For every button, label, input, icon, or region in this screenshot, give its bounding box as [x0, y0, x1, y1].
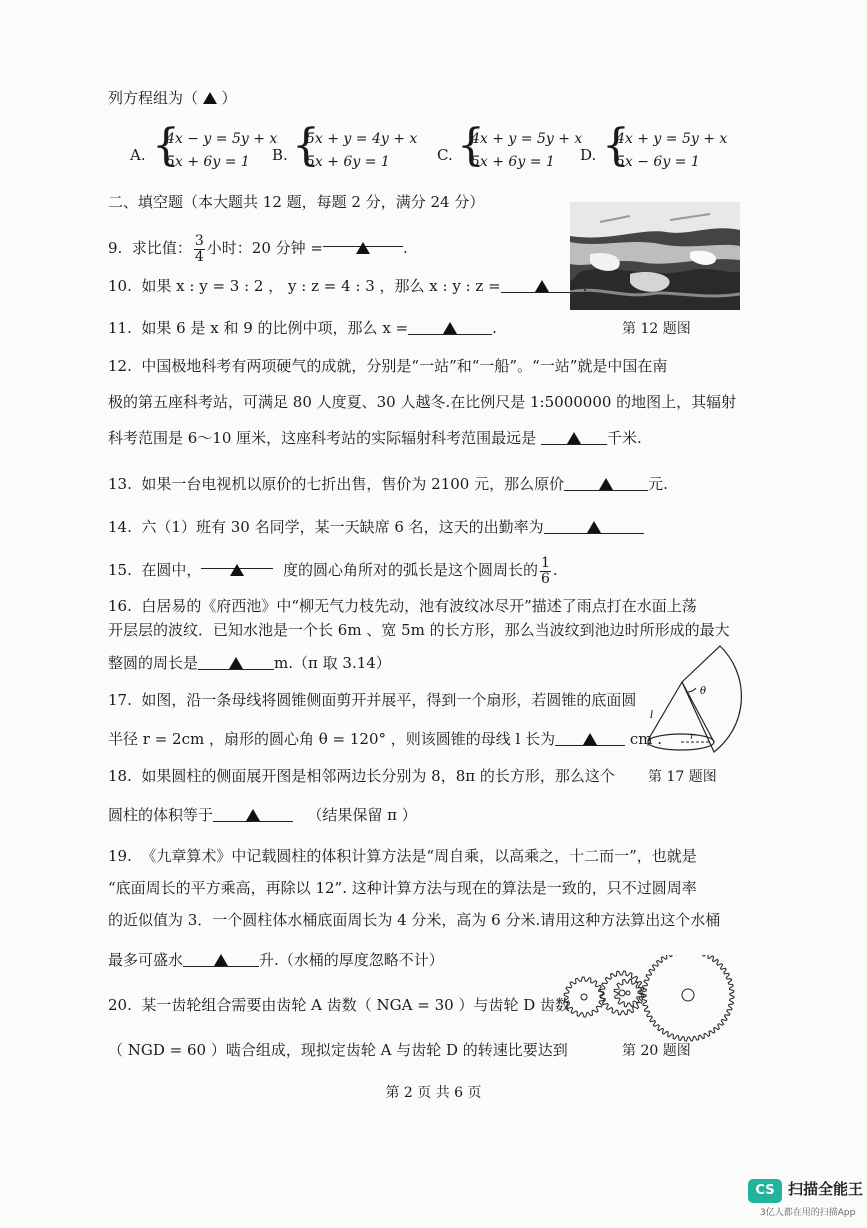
gear-a	[564, 977, 604, 1017]
answer-triangle-icon	[229, 657, 243, 669]
fig17-l-label: l	[650, 710, 654, 721]
q14: 14. 六（1）班有 30 名同学，某一天缺席 6 名，这天的出勤率为	[108, 517, 644, 537]
q11-answer-blank[interactable]	[408, 318, 492, 335]
fig17-theta-label: θ	[700, 686, 707, 697]
answer-triangle-icon	[583, 733, 597, 745]
q13: 13. 如果一台电视机以原价的七折出售，售价为 2100 元，那么原价 元.	[108, 475, 668, 493]
answer-triangle-icon	[567, 432, 581, 444]
q14-answer-blank[interactable]	[544, 517, 644, 534]
q17-line2: 半径 r = 2cm ，扇形的圆心角 θ = 120° ，则该圆锥的母线 l 长为 cm .	[108, 730, 663, 748]
q19-line3: 的近似值为 3．一个圆柱体水桶底面周长为 4 分米，高为 6 分米.请用这种方法算出这个水桶	[108, 911, 721, 929]
fig20-caption: 第 20 题图	[622, 1043, 691, 1059]
gear-b	[600, 971, 644, 1015]
fig17-caption: 第 17 题图	[648, 769, 717, 785]
fig12-caption: 第 12 题图	[622, 321, 691, 337]
answer-triangle-icon	[535, 280, 549, 292]
q8-stem: 列方程组为（ ）	[108, 89, 237, 107]
answer-triangle-icon	[356, 242, 370, 254]
gear-d-hole	[682, 989, 694, 1001]
camscanner-tagline: 3亿人都在用的扫描App	[760, 1208, 856, 1218]
q20-line2: （ NGD = 60 ）啮合组成，现拟定齿轮 A 与齿轮 D 的转速比要达到	[108, 1041, 568, 1059]
q10-answer-blank[interactable]	[501, 276, 583, 293]
q16-line2: 开层层的波纹．已知水池是一个长 6m 、宽 5m 的长方形，那么当波纹到池边时所形成的最大	[108, 621, 730, 639]
q9: 9. 求比值： $\frac{3}{4}$ 小时：20 分钟 = .	[108, 230, 408, 266]
answer-triangle-icon	[203, 92, 217, 104]
q12-line3: 科考范围是 6～10 厘米，这座科考站的实际辐射科考范围最远是 千米.	[108, 429, 642, 447]
camscanner-name: 扫描全能王	[788, 1180, 864, 1198]
q19-line1: 19. 《九章算术》中记载圆柱的体积计算方法是“周自乘，以高乘之，十二而一”，也就是	[108, 847, 697, 865]
q18-line2: 圆柱的体积等于 （结果保留 π ）	[108, 806, 417, 824]
q19-answer-blank[interactable]	[183, 950, 259, 967]
fig12-photo	[570, 202, 740, 310]
gear-d	[642, 955, 734, 1041]
section-header: 二、填空题（本大题共 12 题，每题 2 分，满分 24 分）	[108, 193, 485, 211]
q16-line3: 整圆的周长是 m.（π 取 3.14）	[108, 654, 391, 672]
answer-triangle-icon	[443, 322, 457, 334]
q12-line1: 12. 中国极地科考有两项硬气的成就，分别是“一站”和“一船”。“一站”就是中国在南	[108, 357, 668, 375]
gear-c-hole	[626, 991, 630, 995]
answer-triangle-icon	[587, 521, 601, 533]
q19-line2: “底面周长的平方乘高，再除以 12”. 这种计算方法与现在的算法是一致的，只不过圆周率	[108, 879, 697, 897]
q13-answer-blank[interactable]	[564, 474, 648, 491]
gear-b-hole	[619, 990, 625, 996]
q18-answer-blank[interactable]	[213, 805, 293, 822]
q17-answer-blank[interactable]	[555, 729, 625, 746]
fig17-r-label: r	[690, 732, 695, 742]
q12-answer-blank[interactable]	[541, 428, 607, 445]
answer-triangle-icon	[230, 564, 244, 576]
fig20-gears-diagram	[562, 955, 752, 1045]
exam-page: 列方程组为（ ） A. { 4x − y = 5y + x 5x + 6y = 1 B. { 5x + y = 4y + x 5x + 6y = 1 C. { 4x + y = 5y + x 5x + 6y = 1 D. { 4x + y = 5y + x 5x − 6y = 1 二、填空题（本大题共 12 题，每题 2 分，满分 24 分） 第 12 题图 9. 求比值： $\frac{3}{4}$ 小时：20 分钟 = . 10. 如果 x : y = 3 : 2 ， y : z = 4 : 3 ，那么 x : y : z = . 11. 如果 6 是 x 和 9 的比例中项，那么 x = . 12. 中国极地科考有两项硬气的成就，分别是“一站”和“一船”。“一站”就是中国在南 极的第五座科考站，可满足 80 人度夏、30 人越冬.在比例尺是 1:5000000 的地图上，其辐射 科考范围是 6～10 厘米，这座科考站的实际辐射科考范围最远是 千米. 13. 如果一台电视机以原价的七折出售，售价为 2100 元，那么原价 元. 14. 六（1）班有 30 名同学，某一天缺席 6 名，这天的出勤率为 15. 在圆中， 度的圆心角所对的弧长是这个圆周长的 $\frac{1}{6}$ . 16. 白居易的《府西池》中“柳无气力枝先动，池有波纹冰尽开”描述了雨点打在水面上荡 开层层的波纹．已知水池是一个长 6m 、宽 5m 的长方形，那么当波纹到池边时所形成的最大 整圆的周长是 m.（π 取 3.14） θ l r 17. 如图，沿一条母线将圆锥侧面剪开并展平，得到一个扇形，若圆锥的底面圆 半径 r = 2cm ，扇形的圆心角 θ = 120° ，则该圆锥的母线 l 长为 cm . 第 17 题图 18. 如果圆柱的侧面展开图是相邻两边长分别为 8，8π 的长方形，那么这个 圆柱的体积等于 （结果保留 π ） 19. 《九章算术》中记载圆柱的体积计算方法是“周自乘，以高乘之，十二而一”，也就是 “底面周长的平方乘高，再除以 12”. 这种计算方法与现在的算法是一致的，只不过圆周率 的近似值为 3．一个圆柱体水桶底面周长为 4 分米，高为 6 分米.请用这种方法算出这个水桶 最多可盛水 升.（水桶的厚度忽略不计） 第 20 题图 20. 某一齿轮组合需要由齿轮 A 齿数（ NGA = 30 ）与齿轮 D 齿数 （ NGD = 60 ）啮合组成，现拟定齿轮 A 与齿轮 D 的转速比要达到 第 2 页 共 6 页 CS 扫描全能王 3亿人都在用的扫描App	[0, 0, 867, 1228]
q19-line4: 最多可盛水 升.（水桶的厚度忽略不计）	[108, 951, 444, 969]
camscanner-logo: CS	[748, 1179, 782, 1203]
q18-line1: 18. 如果圆柱的侧面展开图是相邻两边长分别为 8，8π 的长方形，那么这个	[108, 767, 615, 785]
q10: 10. 如果 x : y = 3 : 2 ， y : z = 4 : 3 ，那么 x : y : z = .	[108, 277, 588, 295]
q15-answer-blank[interactable]	[201, 552, 273, 569]
q16-answer-blank[interactable]	[198, 653, 274, 670]
q12-line2: 极的第五座科考站，可满足 80 人度夏、30 人越冬.在比例尺是 1:5000000 的地图上，其辐射	[108, 393, 737, 411]
gear-a-hole	[581, 994, 587, 1000]
q15: 15. 在圆中， 度的圆心角所对的弧长是这个圆周长的 $\frac{1}{6}$ .	[108, 552, 558, 588]
gear-c	[614, 979, 642, 1007]
q17-line1: 17. 如图，沿一条母线将圆锥侧面剪开并展平，得到一个扇形，若圆锥的底面圆	[108, 691, 637, 709]
q20-line1: 20. 某一齿轮组合需要由齿轮 A 齿数（ NGA = 30 ）与齿轮 D 齿数	[108, 996, 571, 1014]
answer-triangle-icon	[599, 478, 613, 490]
q11: 11. 如果 6 是 x 和 9 的比例中项，那么 x = .	[108, 319, 497, 337]
answer-triangle-icon	[214, 954, 228, 966]
page-footer: 第 2 页 共 6 页	[385, 1085, 482, 1101]
q16-line1: 16. 白居易的《府西池》中“柳无气力枝先动，池有波纹冰尽开”描述了雨点打在水面上荡	[108, 597, 697, 615]
q9-answer-blank[interactable]	[323, 230, 403, 247]
answer-triangle-icon	[246, 809, 260, 821]
